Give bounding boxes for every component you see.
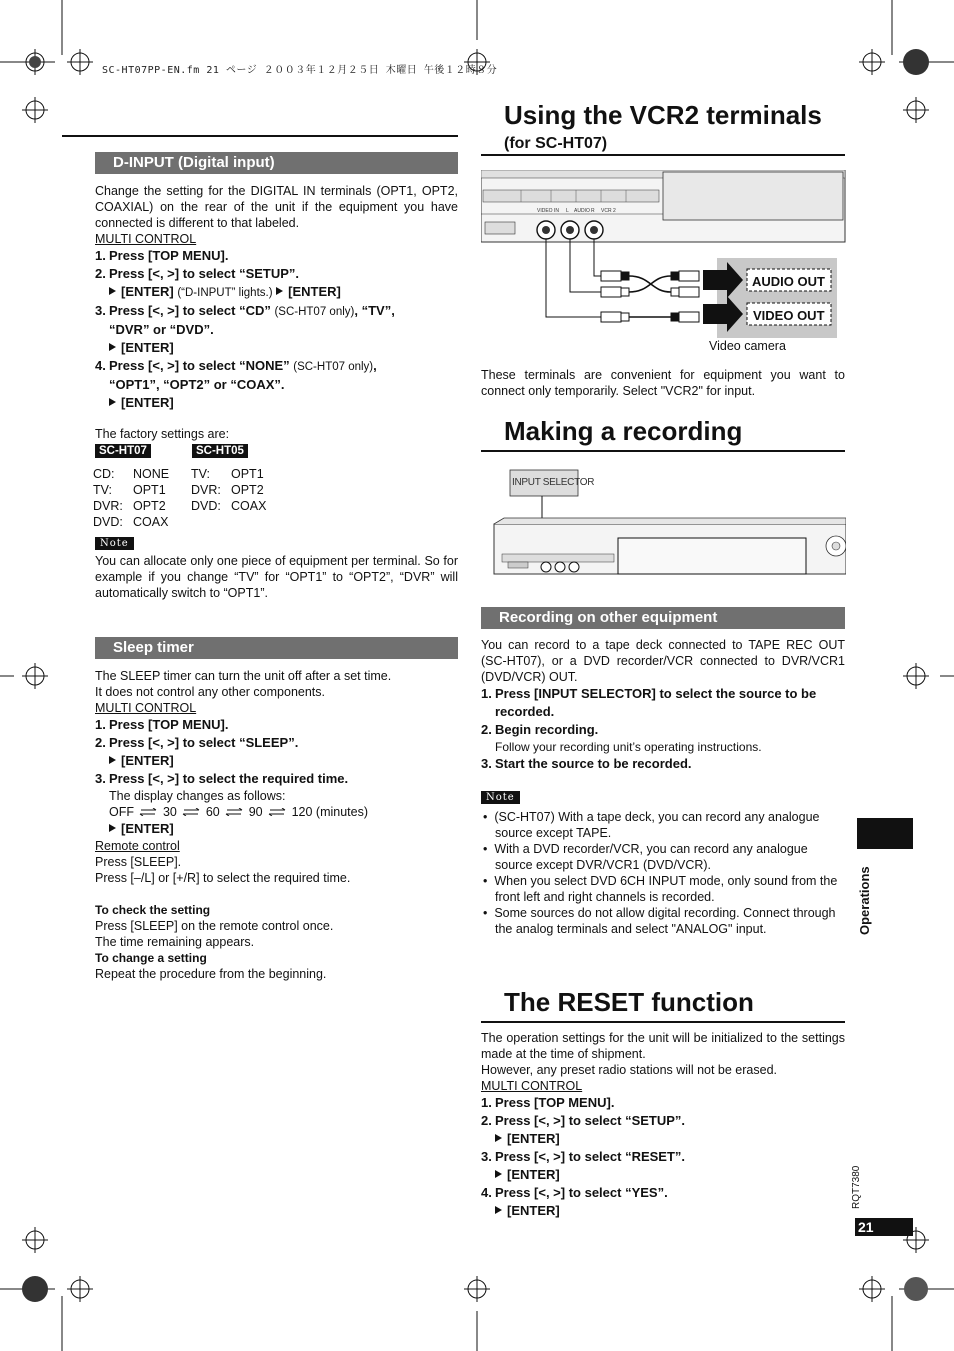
model-tag-ht07: SC-HT07 — [95, 444, 151, 458]
recording-step-1: 1. Press [INPUT SELECTOR] to select the source to be recorded. — [481, 686, 817, 719]
audio-out-label: AUDIO OUT — [752, 274, 825, 289]
list-item: • (SC-HT07) With a tape deck, you can record any analogue source except TAPE. — [483, 810, 820, 840]
multi-control-label: MULTI CONTROL — [95, 701, 197, 715]
list-item: • Some sources do not allow digital recording. Connect through the analog terminals and select "ANALOG" input. — [483, 906, 836, 936]
list-item: • With a DVD recorder/VCR, you can record any analogue source except DVR/VCR1 (DVD/VCR). — [483, 842, 808, 872]
recording-rule — [481, 450, 845, 452]
video-out-label: VIDEO OUT — [753, 308, 825, 323]
d-input-note-text: You can allocate only one piece of equipment per terminal. So for example if you change “TV” for “OPT1” to “OPT2”, “DVR” will automatically switch to “OPT1”. — [95, 554, 458, 600]
sleep-step-3: 3. Press [<, >] to select the required time. — [95, 771, 349, 786]
recording-other-bar: Recording on other equipment — [481, 607, 845, 629]
d-input-step-4-line2: “OPT1”, “OPT2” or “COAX”. — [109, 377, 285, 392]
d-input-step-4-enter: [ENTER] — [95, 394, 458, 412]
arrow-icon — [109, 756, 116, 764]
sleep-intro-2: It does not control any other components. — [95, 685, 325, 699]
sleep-step-1: 1. Press [TOP MENU]. — [95, 717, 229, 732]
svg-text:R: R — [591, 208, 595, 214]
arrow-icon — [495, 1134, 502, 1142]
table-row: DVD: COAX — [93, 515, 169, 529]
d-input-step-3-line2: “DVR” or “DVD”. — [109, 322, 214, 337]
arrow-icon — [495, 1206, 502, 1214]
two-way-arrow-icon — [182, 808, 200, 816]
arrow-icon — [109, 398, 116, 406]
factory-table-ht07 — [93, 466, 188, 530]
vcr2-subtitle: (for SC-HT07) — [504, 135, 608, 152]
multi-control-label: MULTI CONTROL — [481, 1079, 583, 1093]
top-rule-left — [62, 135, 458, 137]
table-row: CD: NONE — [93, 467, 170, 481]
reset-step-4-enter: [ENTER] — [481, 1202, 845, 1220]
d-input-step-2-enter: [ENTER] (“D-INPUT” lights.) [ENTER] — [95, 283, 458, 302]
display-changes-text: The display changes as follows: — [109, 789, 286, 803]
vcr2-rule — [481, 154, 845, 156]
reset-step-2: 2. Press [<, >] to select “SETUP”. — [481, 1113, 686, 1128]
reset-title: The RESET function — [504, 987, 754, 1017]
d-input-step-4: 4. Press [<, >] to select “NONE” (SC-HT07 only), — [95, 358, 377, 373]
reset-step-3-enter: [ENTER] — [481, 1166, 845, 1184]
sidebar-section-label: Operations — [857, 866, 872, 935]
list-item: • When you select DVD 6CH INPUT mode, only sound from the front left and right channels is recorded. — [483, 874, 838, 904]
page-number: 21 — [858, 1219, 874, 1235]
reset-intro-1: The operation settings for the unit will be initialized to the settings made at the time of shipment. — [481, 1031, 845, 1061]
change-setting-1: Repeat the procedure from the beginning. — [95, 967, 327, 981]
factory-table-ht05 — [191, 466, 286, 514]
d-input-step-3: 3. Press [<, >] to select “CD” (SC-HT07 only), “TV”, — [95, 303, 395, 318]
sleep-timer-section — [95, 668, 458, 982]
check-setting-2: The time remaining appears. — [95, 935, 255, 949]
d-input-section-bar: D-INPUT (Digital input) — [95, 152, 458, 174]
remote-control-label: Remote control — [95, 839, 180, 853]
sleep-step-2-enter: [ENTER] — [95, 752, 458, 770]
factory-settings-text: The factory settings are: — [95, 427, 230, 441]
d-input-note-label: Note — [95, 537, 134, 550]
vcr2-title: Using the VCR2 terminals — [504, 100, 822, 130]
table-row: DVR: OPT2 — [191, 483, 264, 497]
sleep-step-2: 2. Press [<, >] to select “SLEEP”. — [95, 735, 299, 750]
table-row: TV: OPT1 — [191, 467, 264, 481]
two-way-arrow-icon — [225, 808, 243, 816]
recording-step-2: 2. Begin recording. — [481, 722, 599, 737]
d-input-step-2: 2. Press [<, >] to select “SETUP”. — [95, 266, 300, 281]
recording-notes — [481, 809, 845, 937]
recording-note-label: Note — [481, 791, 520, 804]
model-tag-ht05: SC-HT05 — [192, 444, 248, 458]
arrow-icon — [495, 1170, 502, 1178]
recording-title: Making a recording — [504, 416, 743, 446]
change-setting-heading: To change a setting — [95, 951, 207, 965]
svg-text:AUDIO: AUDIO — [574, 208, 590, 214]
jack-audio-l — [561, 221, 579, 239]
video-camera-caption: Video camera — [709, 339, 786, 353]
two-way-arrow-icon — [268, 808, 286, 816]
table-row: TV: OPT1 — [93, 483, 166, 497]
d-input-step-1: 1. Press [TOP MENU]. — [95, 248, 229, 263]
reset-step-2-enter: [ENTER] — [481, 1130, 845, 1148]
jack-video-in — [537, 221, 555, 239]
table-row: DVD: COAX — [191, 499, 267, 513]
vcr2-connection-diagram — [481, 170, 847, 345]
jack-audio-r — [585, 221, 603, 239]
arrow-icon — [109, 287, 116, 295]
recording-intro: You can record to a tape deck connected to TAPE REC OUT (SC-HT07), or a DVD recorder/VCR connected to DVR/VCR1 (DVD/VCR) OUT. — [481, 638, 845, 684]
check-setting-heading: To check the setting — [95, 903, 211, 917]
reset-step-3: 3. Press [<, >] to select “RESET”. — [481, 1149, 686, 1164]
svg-text:VCR 2: VCR 2 — [601, 208, 616, 214]
d-input-step-3-enter: [ENTER] — [95, 339, 458, 357]
recording-step-3: 3. Start the source to be recorded. — [481, 756, 692, 771]
sleep-sequence: OFF 30 60 90 120 (minutes) — [109, 805, 369, 819]
reset-rule — [481, 1021, 845, 1023]
svg-text:VIDEO IN: VIDEO IN — [537, 208, 559, 214]
reset-section — [481, 1030, 845, 1220]
sleep-step-3-enter: [ENTER] — [95, 820, 458, 838]
sleep-intro-1: The SLEEP timer can turn the unit off after a set time. — [95, 669, 392, 683]
two-way-arrow-icon — [139, 808, 157, 816]
recording-step-2-sub: Follow your recording unit’s operating instructions. — [495, 740, 762, 754]
arrow-icon — [109, 343, 116, 351]
reset-step-1: 1. Press [TOP MENU]. — [481, 1095, 615, 1110]
reset-intro-2: However, any preset radio stations will not be erased. — [481, 1063, 777, 1077]
sidebar-tab — [857, 818, 913, 849]
remote-step-1: Press [SLEEP]. — [95, 855, 182, 869]
vcr2-body: These terminals are convenient for equipment you want to connect only temporarily. Select "VCR2" for input. — [481, 368, 845, 398]
recording-section — [481, 637, 845, 773]
input-selector-label: INPUT SELECTOR — [512, 477, 595, 488]
d-input-intro: Change the setting for the DIGITAL IN terminals (OPT1, OPT2, COAXIAL) on the rear of the unit if the equipment you have connected is different to that labeled. — [95, 184, 458, 230]
multi-control-label: MULTI CONTROL — [95, 232, 197, 246]
check-setting-1: Press [SLEEP] on the remote control once. — [95, 919, 334, 933]
remote-step-2: Press [–/L] or [+/R] to select the required time. — [95, 871, 351, 885]
arrow-icon — [109, 824, 116, 832]
reset-step-4: 4. Press [<, >] to select “YES”. — [481, 1185, 668, 1200]
sleep-timer-section-bar: Sleep timer — [95, 637, 458, 659]
d-input-section — [95, 183, 458, 442]
doc-code: RQT7380 — [851, 1165, 862, 1209]
arrow-icon — [276, 287, 283, 295]
file-header-line: SC-HT07PP-EN.fm 21 ページ ２００３年１２月２５日 木曜日 午後１２時８分 — [102, 65, 498, 76]
table-row: DVR: OPT2 — [93, 499, 166, 513]
svg-text:L: L — [566, 208, 569, 214]
